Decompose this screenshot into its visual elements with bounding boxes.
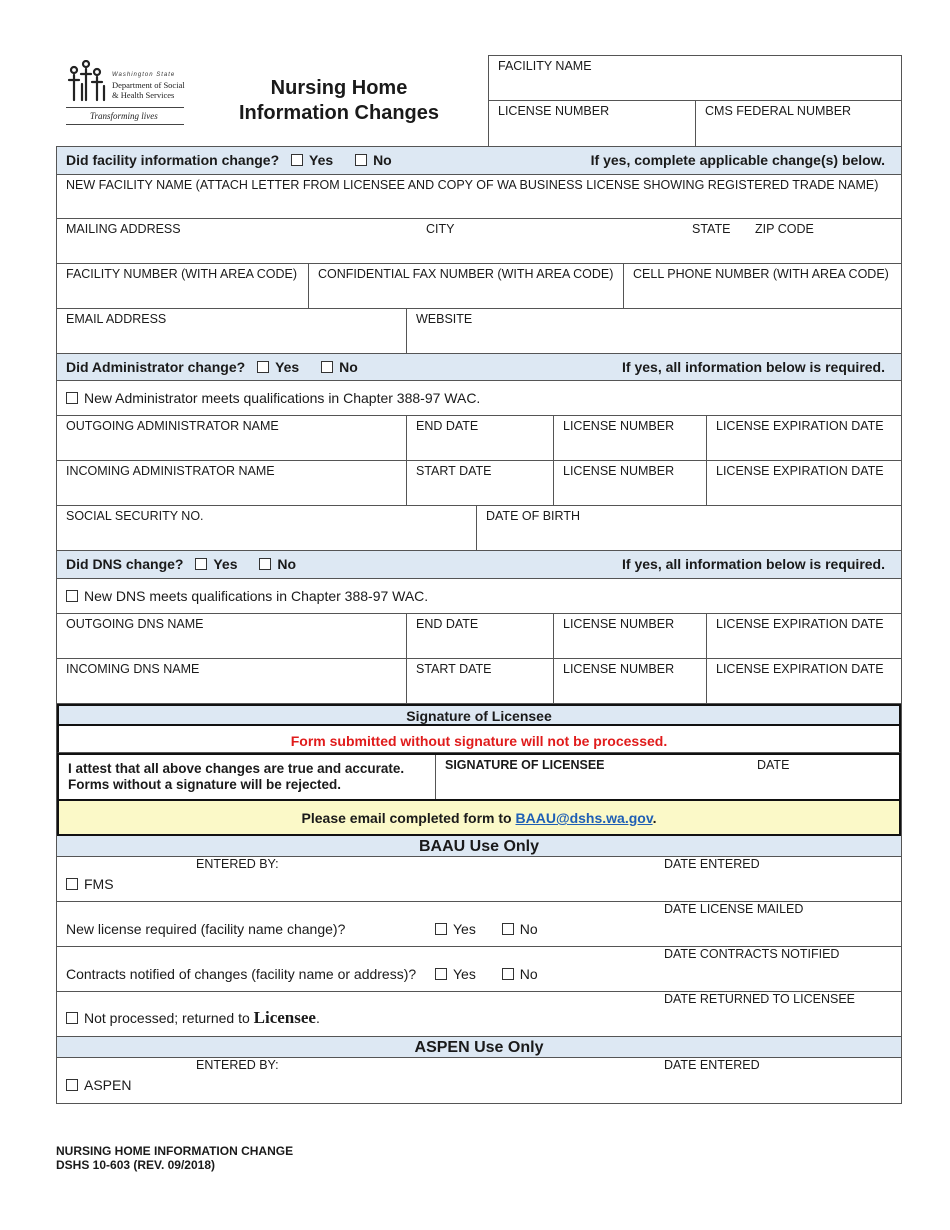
yes-label: Yes bbox=[453, 921, 476, 937]
ssn-label: SOCIAL SECURITY NO. bbox=[66, 509, 204, 523]
incoming-dns-license-exp-field[interactable] bbox=[706, 659, 903, 703]
fax-number-field[interactable] bbox=[308, 264, 623, 308]
facility-change-question: Did facility information change? bbox=[66, 152, 280, 168]
license-number-label: LICENSE NUMBER bbox=[563, 662, 675, 676]
dns-qualifications-label: New DNS meets qualifications in Chapter 388-97 WAC. bbox=[84, 588, 429, 604]
license-number-label: LICENSE NUMBER bbox=[563, 419, 675, 433]
state-field[interactable] bbox=[683, 219, 746, 263]
signature-warning bbox=[57, 726, 901, 753]
website-label: WEBSITE bbox=[416, 312, 473, 326]
outgoing-dns-row bbox=[57, 614, 901, 659]
dns-qualifications-checkbox[interactable] bbox=[66, 590, 78, 602]
logo-divider bbox=[66, 124, 184, 125]
mailing-address-field[interactable] bbox=[57, 219, 417, 263]
outgoing-dns-license-field[interactable] bbox=[553, 614, 706, 658]
no-label: No bbox=[277, 556, 297, 572]
attest-line2: Forms without a signature will be rejected. bbox=[68, 777, 342, 792]
logo-state: Washington State bbox=[112, 72, 176, 78]
admin-no-checkbox[interactable] bbox=[321, 361, 333, 373]
facility-header-box bbox=[488, 55, 902, 146]
title-line2: Information Changes bbox=[238, 102, 439, 124]
dns-end-date-field[interactable] bbox=[406, 614, 553, 658]
entered-by-label: ENTERED BY: bbox=[196, 857, 279, 871]
dns-change-question: Did DNS change? bbox=[66, 556, 184, 572]
cell-number-label: CELL PHONE NUMBER (WITH AREA CODE) bbox=[633, 267, 889, 281]
incoming-admin-field[interactable] bbox=[57, 461, 406, 505]
outgoing-admin-label: OUTGOING ADMINISTRATOR NAME bbox=[66, 419, 279, 433]
cell-number-field[interactable] bbox=[623, 264, 903, 308]
email-note-suffix: . bbox=[652, 810, 657, 826]
logo-dept-line1: Department of Social bbox=[112, 80, 185, 90]
aspen-heading bbox=[57, 1037, 901, 1058]
baau-heading bbox=[57, 836, 901, 857]
yes-label: Yes bbox=[453, 966, 476, 982]
license-number-label: LICENSE NUMBER bbox=[563, 464, 675, 478]
outgoing-admin-field[interactable] bbox=[57, 416, 406, 460]
admin-qualifications-checkbox[interactable] bbox=[66, 392, 78, 404]
aspen-checkbox[interactable] bbox=[66, 1079, 78, 1091]
logo-dept-line2: & Health Services bbox=[112, 90, 175, 100]
footer-form-number: DSHS 10-603 (REV. 09/2018) bbox=[56, 1158, 215, 1172]
facility-instruction: If yes, complete applicable change(s) below. bbox=[590, 152, 885, 168]
city-field[interactable] bbox=[417, 219, 682, 263]
contracts-yes-checkbox[interactable] bbox=[435, 968, 447, 980]
signature-heading-text: Signature of Licensee bbox=[406, 708, 552, 724]
fms-checkbox[interactable] bbox=[66, 878, 78, 890]
incoming-admin-row bbox=[57, 461, 901, 506]
contracts-row bbox=[57, 947, 901, 992]
page-title bbox=[210, 76, 468, 126]
facility-number-label: FACILITY NUMBER (WITH AREA CODE) bbox=[66, 267, 298, 281]
license-number-label: LICENSE NUMBER bbox=[498, 104, 610, 118]
admin-qualifications-label: New Administrator meets qualifications in Chapter 388-97 WAC. bbox=[84, 390, 481, 406]
admin-start-date-field[interactable] bbox=[406, 461, 553, 505]
admin-change-question: Did Administrator change? bbox=[66, 359, 246, 375]
signature-warning-text: Form submitted without signature will not be processed. bbox=[290, 733, 668, 749]
date-contracts-label: DATE CONTRACTS NOTIFIED bbox=[664, 947, 840, 961]
admin-end-date-field[interactable] bbox=[406, 416, 553, 460]
outgoing-dns-field[interactable] bbox=[57, 614, 406, 658]
dob-field[interactable] bbox=[476, 506, 903, 550]
date-entered-label: DATE ENTERED bbox=[664, 1058, 760, 1072]
logo-dept bbox=[112, 80, 185, 100]
not-processed-row bbox=[57, 992, 901, 1037]
phone-row bbox=[57, 264, 901, 309]
dns-instruction: If yes, all information below is required. bbox=[622, 556, 885, 572]
license-exp-label: LICENSE EXPIRATION DATE bbox=[716, 464, 884, 478]
dns-qualifications-row bbox=[57, 579, 901, 614]
outgoing-admin-license-exp-field[interactable] bbox=[706, 416, 903, 460]
cms-number-field[interactable] bbox=[696, 101, 902, 147]
title-line1: Nursing Home bbox=[270, 77, 408, 99]
mailing-address-label: MAILING ADDRESS bbox=[66, 222, 181, 236]
date-entered-label: DATE ENTERED bbox=[664, 857, 760, 871]
outgoing-dns-label: OUTGOING DNS NAME bbox=[66, 617, 204, 631]
email-note bbox=[57, 799, 901, 836]
license-number-label: LICENSE NUMBER bbox=[563, 617, 675, 631]
signature-date-field[interactable] bbox=[755, 755, 901, 799]
not-processed-checkbox[interactable] bbox=[66, 1012, 78, 1024]
contracts-no-checkbox[interactable] bbox=[502, 968, 514, 980]
ssn-field[interactable] bbox=[57, 506, 476, 550]
dns-no-checkbox[interactable] bbox=[259, 558, 271, 570]
signature-heading bbox=[57, 704, 901, 726]
dns-yes-checkbox[interactable] bbox=[195, 558, 207, 570]
dns-change-bar bbox=[57, 551, 901, 579]
no-label: No bbox=[373, 152, 392, 168]
attest-statement bbox=[59, 755, 435, 799]
aspen-row bbox=[57, 1058, 901, 1103]
email-note-prefix: Please email completed form to bbox=[301, 810, 516, 826]
entered-by-label: ENTERED BY: bbox=[196, 1058, 279, 1072]
attest-line1: I attest that all above changes are true and accurate. bbox=[68, 761, 405, 776]
outgoing-admin-row bbox=[57, 416, 901, 461]
incoming-admin-license-exp-field[interactable] bbox=[706, 461, 903, 505]
incoming-dns-label: INCOMING DNS NAME bbox=[66, 662, 200, 676]
facility-name-field[interactable] bbox=[489, 56, 901, 101]
yes-label: Yes bbox=[309, 152, 334, 168]
email-link[interactable]: BAAU@dshs.wa.gov bbox=[515, 810, 653, 826]
contracts-question: Contracts notified of changes (facility name or address)? bbox=[66, 966, 417, 982]
admin-change-bar bbox=[57, 354, 901, 381]
dshs-logo bbox=[66, 60, 191, 128]
new-license-no-checkbox[interactable] bbox=[502, 923, 514, 935]
aspen-heading-text: ASPEN Use Only bbox=[414, 1039, 544, 1056]
baau-fms-row bbox=[57, 857, 901, 902]
new-facility-name-label: NEW FACILITY NAME (ATTACH LETTER FROM LICENSEE AND COPY OF WA BUSINESS LICENSE SHOWING REGISTERED TRADE NAME) bbox=[66, 178, 879, 192]
new-license-yes-checkbox[interactable] bbox=[435, 923, 447, 935]
admin-yes-checkbox[interactable] bbox=[257, 361, 269, 373]
city-label: CITY bbox=[426, 222, 455, 236]
licensee-word: Licensee bbox=[253, 1008, 316, 1027]
yes-label: Yes bbox=[213, 556, 238, 572]
signature-field[interactable] bbox=[435, 755, 755, 799]
not-processed-label: Not processed; returned to bbox=[84, 1010, 254, 1026]
incoming-dns-license-field[interactable] bbox=[553, 659, 706, 703]
no-label: No bbox=[519, 921, 538, 937]
form-footer bbox=[56, 1144, 293, 1172]
facility-change-bar bbox=[57, 147, 901, 175]
ssn-row bbox=[57, 506, 901, 551]
date-license-mailed-label: DATE LICENSE MAILED bbox=[664, 902, 804, 916]
incoming-admin-label: INCOMING ADMINISTRATOR NAME bbox=[66, 464, 275, 478]
outgoing-dns-license-exp-field[interactable] bbox=[706, 614, 903, 658]
outgoing-admin-license-field[interactable] bbox=[553, 416, 706, 460]
new-facility-name-field[interactable] bbox=[57, 175, 901, 219]
incoming-dns-row bbox=[57, 659, 901, 704]
fms-label: FMS bbox=[84, 876, 114, 892]
facility-no-checkbox[interactable] bbox=[355, 154, 367, 166]
email-field[interactable] bbox=[57, 309, 406, 353]
facility-yes-checkbox[interactable] bbox=[291, 154, 303, 166]
incoming-admin-license-field[interactable] bbox=[553, 461, 706, 505]
start-date-label: START DATE bbox=[416, 464, 492, 478]
no-label: No bbox=[519, 966, 538, 982]
end-date-label: END DATE bbox=[416, 419, 479, 433]
period: . bbox=[315, 1010, 320, 1026]
email-label: EMAIL ADDRESS bbox=[66, 312, 167, 326]
date-returned-label: DATE RETURNED TO LICENSEE bbox=[664, 992, 856, 1006]
facility-number-field[interactable] bbox=[57, 264, 308, 308]
fax-number-label: CONFIDENTIAL FAX NUMBER (WITH AREA CODE) bbox=[318, 267, 614, 281]
new-license-row bbox=[57, 902, 901, 947]
baau-heading-text: BAAU Use Only bbox=[418, 838, 540, 855]
people-logo-icon bbox=[66, 60, 108, 104]
signature-label: SIGNATURE OF LICENSEE bbox=[445, 758, 605, 772]
new-license-question: New license required (facility name change)? bbox=[66, 921, 346, 937]
yes-label: Yes bbox=[275, 359, 300, 375]
dob-label: DATE OF BIRTH bbox=[486, 509, 580, 523]
website-field[interactable] bbox=[406, 309, 903, 353]
cms-number-label: CMS FEDERAL NUMBER bbox=[705, 104, 852, 118]
incoming-dns-field[interactable] bbox=[57, 659, 406, 703]
state-label: STATE bbox=[692, 222, 731, 236]
admin-instruction: If yes, all information below is required. bbox=[622, 359, 885, 375]
signature-date-label: DATE bbox=[757, 758, 790, 772]
end-date-label: END DATE bbox=[416, 617, 479, 631]
license-number-field[interactable] bbox=[489, 101, 696, 147]
zip-label: ZIP CODE bbox=[755, 222, 814, 236]
zip-field[interactable] bbox=[746, 219, 902, 263]
dns-start-date-field[interactable] bbox=[406, 659, 553, 703]
no-label: No bbox=[339, 359, 358, 375]
license-exp-label: LICENSE EXPIRATION DATE bbox=[716, 419, 884, 433]
email-row bbox=[57, 309, 901, 354]
admin-qualifications-row bbox=[57, 381, 901, 416]
license-exp-label: LICENSE EXPIRATION DATE bbox=[716, 617, 884, 631]
start-date-label: START DATE bbox=[416, 662, 492, 676]
mailing-address-row bbox=[57, 219, 901, 264]
main-form bbox=[56, 146, 902, 1104]
logo-divider bbox=[66, 107, 184, 108]
facility-name-label: FACILITY NAME bbox=[498, 59, 592, 73]
aspen-label: ASPEN bbox=[84, 1077, 132, 1093]
footer-form-name: NURSING HOME INFORMATION CHANGE bbox=[56, 1144, 294, 1158]
license-exp-label: LICENSE EXPIRATION DATE bbox=[716, 662, 884, 676]
signature-row bbox=[57, 753, 901, 799]
logo-tagline: Transforming lives bbox=[90, 111, 158, 121]
